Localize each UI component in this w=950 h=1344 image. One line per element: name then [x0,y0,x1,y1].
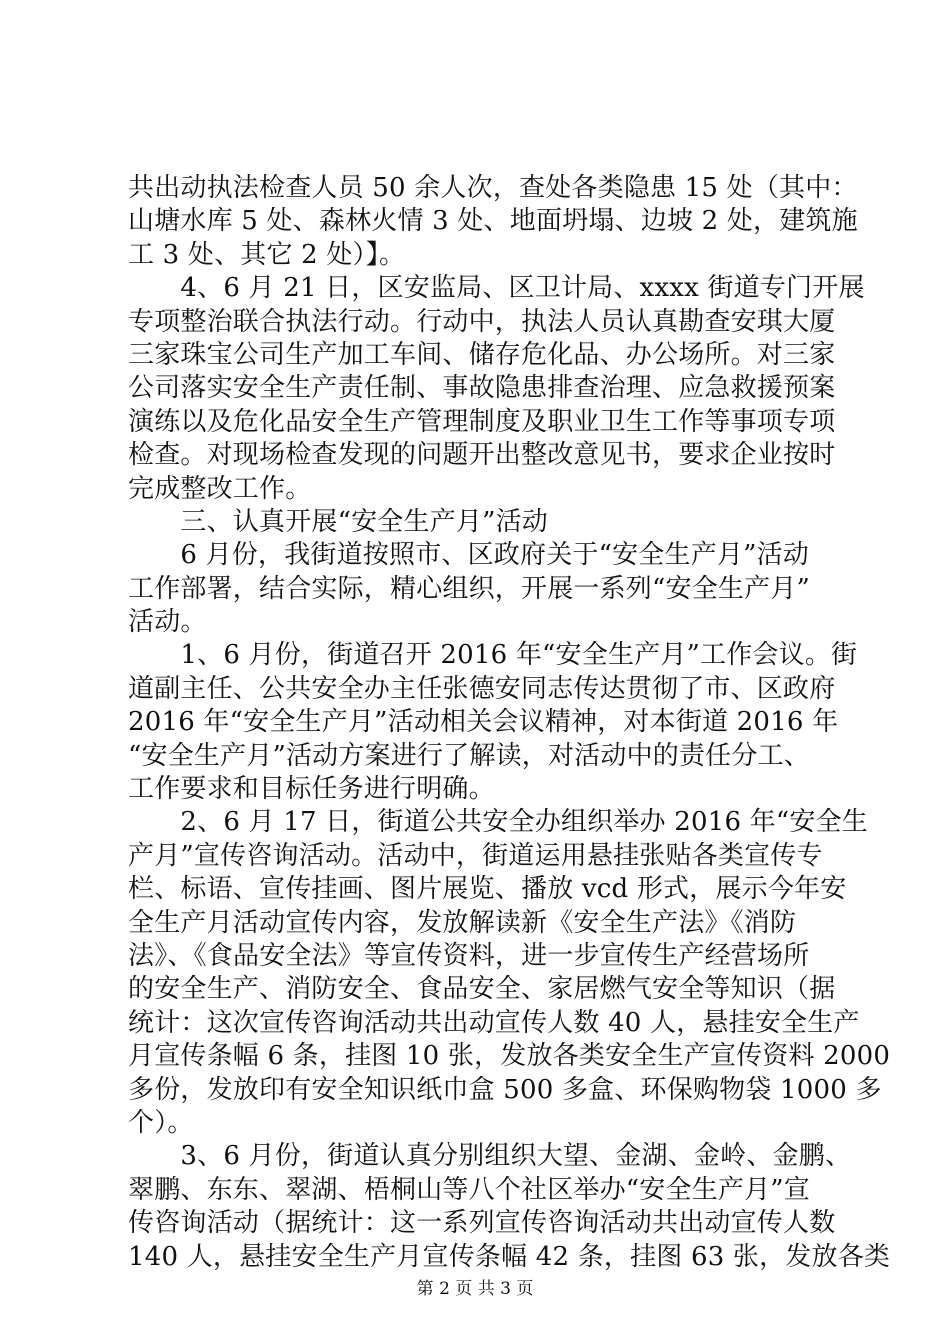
text-line: 全生产月活动宣传内容，发放解读新《安全生产法》《消防 [128,907,797,938]
text-line: 工作要求和目标任务进行明确。 [128,774,495,805]
text-line: 共出动执法检查人员 50 余人次，查处各类隐患 15 处（其中： [128,173,858,203]
text-line: 4、6 月 21 日，区安监局、区卫计局、xxxx 街道专门开展 [128,273,865,304]
text-line: 140 人，悬挂安全生产月宣传条幅 42 条，挂图 63 张，发放各类 [128,1241,891,1272]
text-line: 检查。对现场检查发现的问题开出整改意见书，要求企业按时 [128,440,836,471]
text-line: 工作部署，结合实际，精心组织，开展一系列“安全生产月” [128,573,810,604]
page-number-footer: 第 2 页 共 3 页 [416,1279,534,1299]
text-line: 栏、标语、宣传挂画、图片展览、播放 vcd 形式，展示今年安 [128,874,847,905]
text-line: 2、6 月 17 日，街道公共安全办组织举办 2016 年“安全生 [128,807,868,838]
text-line: 1、6 月份，街道召开 2016 年“安全生产月”工作会议。街 [128,640,858,671]
text-line: “安全生产月”活动方案进行了解读，对活动中的责任分工、 [128,740,810,771]
text-line: 活动。 [128,607,207,638]
section-heading: 三、认真开展“安全生产月”活动 [128,506,548,537]
text-line: 道副主任、公共安全办主任张德安同志传达贯彻了市、区政府 [128,673,836,704]
text-line: 统计：这次宣传咨询活动共出动宣传人数 40 人，悬挂安全生产 [128,1007,860,1038]
text-line: 翠鹏、东东、翠湖、梧桐山等八个社区举办“安全生产月”宣 [128,1174,810,1205]
text-line: 山塘水库 5 处、森林火情 3 处、地面坍塌、边坡 2 处，建筑施 [128,206,858,237]
text-line: 演练以及危化品安全生产管理制度及职业卫生工作等事项专项 [128,406,836,437]
text-line: 的安全生产、消防安全、食品安全、家居燃气安全等知识（据 [128,974,836,1005]
text-line: 专项整治联合执法行动。行动中，执法人员认真勘查安琪大厦 [128,306,836,337]
text-line: 2016 年“安全生产月”活动相关会议精神，对本街道 2016 年 [128,707,839,738]
text-line: 多份，发放印有安全知识纸巾盒 500 多盒、环保购物袋 1000 多 [128,1074,882,1105]
text-line: 3、6 月份，街道认真分别组织大望、金湖、金岭、金鹏、 [128,1141,852,1172]
text-line: 传咨询活动（据统计：这一系列宣传咨询活动共出动宣传人数 [128,1208,836,1239]
text-line: 公司落实安全生产责任制、事故隐患排查治理、应急救援预案 [128,373,836,404]
text-line: 法》、《食品安全法》等宣传资料，进一步宣传生产经营场所 [128,940,810,971]
text-line: 完成整改工作。 [128,473,312,504]
text-line: 个）。 [128,1107,194,1138]
text-line: 6 月份，我街道按照市、区政府关于“安全生产月”活动 [128,540,809,571]
text-line: 工 3 处、其它 2 处）】。 [128,239,406,270]
text-line: 三家珠宝公司生产加工车间、储存危化品、办公场所。对三家 [128,339,836,370]
text-line: 产月”宣传咨询活动。活动中，街道运用悬挂张贴各类宣传专 [128,840,823,871]
text-line: 月宣传条幅 6 条，挂图 10 张，发放各类安全生产宣传资料 2000 [128,1041,891,1072]
document-body [128,172,891,1274]
